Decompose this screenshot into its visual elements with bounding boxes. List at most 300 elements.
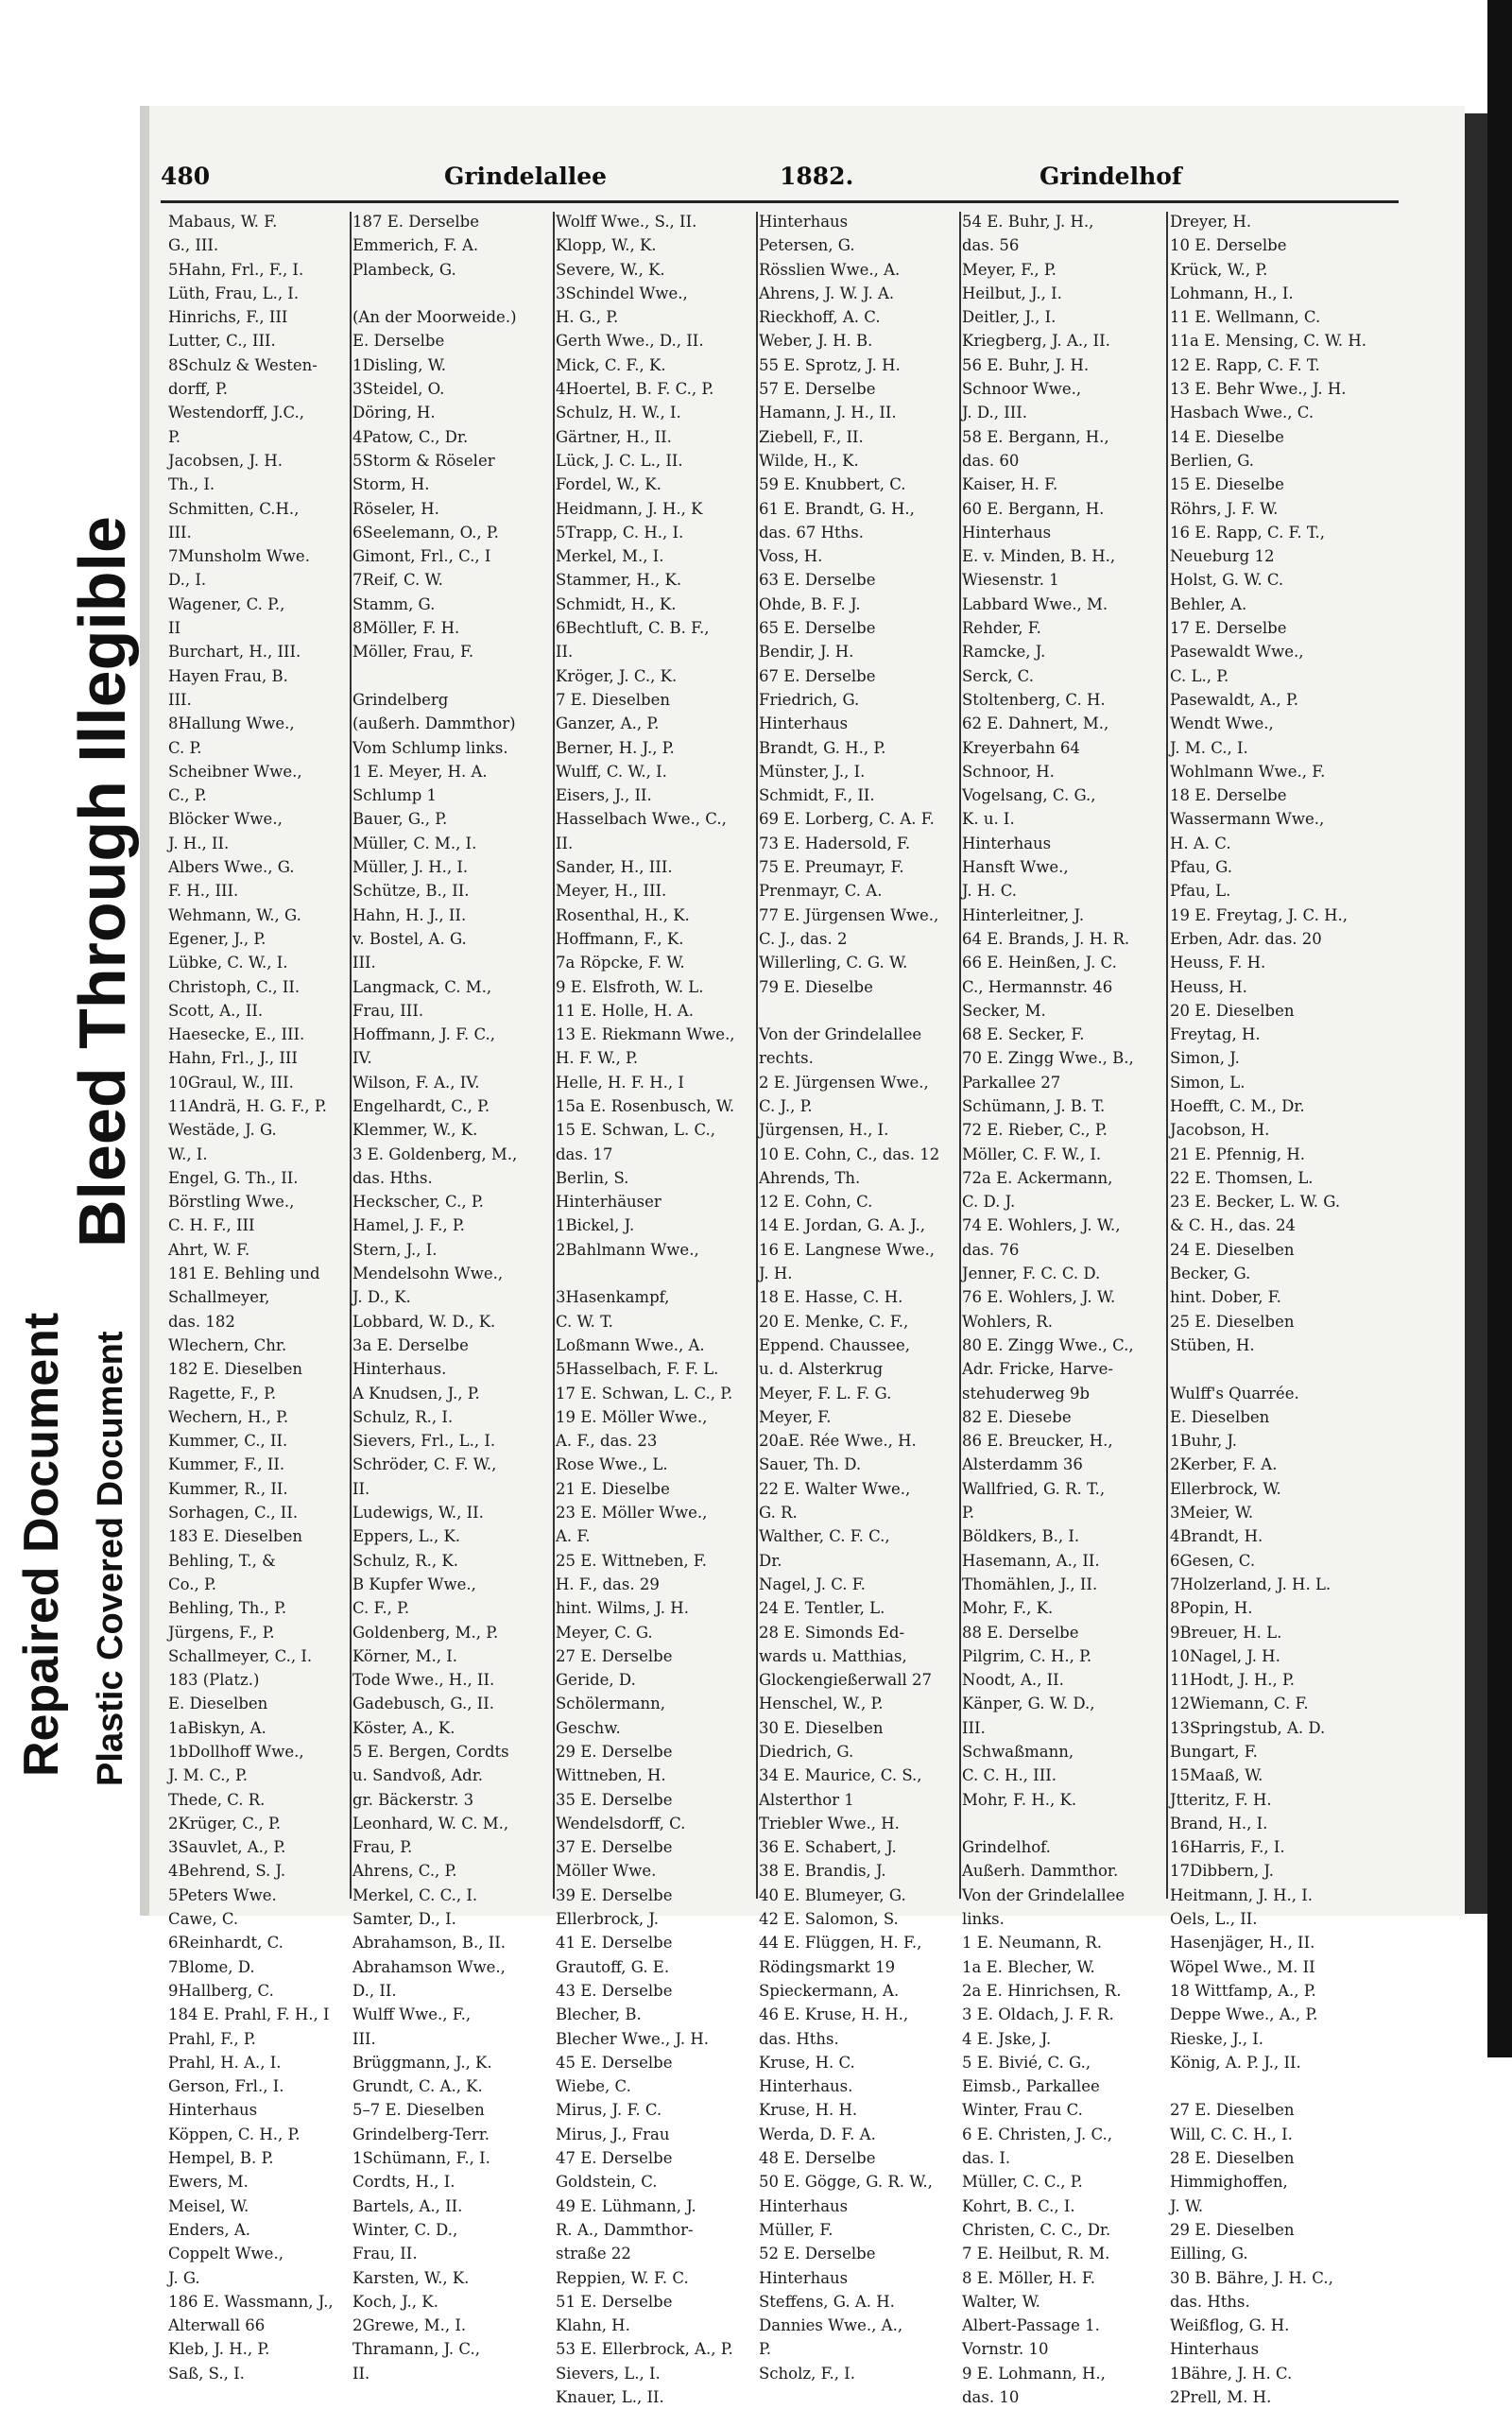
directory-entry: Körner, M., I. (352, 1646, 458, 1665)
directory-entry: Rieske, J., I. (1170, 2029, 1264, 2048)
directory-entry: Hinterhaus. (352, 1360, 447, 1379)
directory-entry: das. 76 (962, 1240, 1020, 1259)
directory-entry: Mohr, F., K. (962, 1599, 1054, 1618)
directory-entry: 18 E. Hasse, C. H. (759, 1288, 903, 1307)
directory-entry: Schulz, H. W., I. (556, 404, 681, 422)
directory-entry: Heilbut, J., I. (962, 284, 1062, 302)
directory-entry: Blecher Wwe., J. H. (556, 2029, 709, 2048)
directory-entry: 1Bähre, J. H. C. (1170, 2364, 1293, 2383)
directory-entry: 49 E. Lühmann, J. (556, 2196, 696, 2215)
directory-entry: Merkel, C. C., I. (352, 1885, 478, 1904)
directory-entry: Von der Grindelallee (962, 1885, 1125, 1904)
directory-entry: 7 E. Dieselben (556, 690, 671, 709)
directory-entry: Bungart, F. (1170, 1743, 1258, 1761)
directory-entry: Möller, Frau, F. (352, 643, 474, 662)
directory-entry: Spieckermann, A. (759, 1981, 900, 2000)
directory-entry: 60 E. Bergann, H. (962, 499, 1105, 518)
directory-entry: 3Meier, W. (1170, 1504, 1254, 1523)
directory-entry: Gerson, Frl., I. (168, 2077, 284, 2096)
directory-entry: 86 E. Breucker, H., (962, 1432, 1113, 1451)
directory-entry: G., III. (168, 236, 219, 255)
directory-entry: II. (352, 2364, 370, 2383)
page-header (161, 163, 1399, 202)
directory-entry: Stern, J., I. (352, 1240, 438, 1259)
directory-entry: Heckscher, C., P. (352, 1193, 484, 1212)
directory-entry: Meyer, H., III. (556, 882, 667, 901)
directory-entry: 1 E. Neumann, R. (962, 1934, 1103, 1953)
directory-entry: Vogelsang, C. G., (962, 786, 1096, 805)
directory-entry: 15a E. Rosenbusch, W. (556, 1096, 735, 1115)
directory-entry: 38 E. Brandis, J. (759, 1862, 886, 1881)
directory-entry: 28 E. Simonds Ed- (759, 1623, 905, 1642)
directory-entry: Meyer, F. L. F. G. (759, 1384, 892, 1402)
directory-entry: Co., P. (168, 1574, 217, 1593)
directory-entry: 46 E. Kruse, H. H., (759, 2005, 909, 2024)
directory-entry: Westäde, J. G. (168, 1121, 277, 1140)
directory-entry: 4Patow, C., Dr. (352, 427, 469, 446)
directory-entry: 21 E. Dieselbe (556, 1479, 670, 1498)
directory-entry: 5 E. Bergen, Cordts (352, 1743, 509, 1761)
directory-entry: Goldstein, C. (556, 2173, 658, 2192)
directory-entry: Wechern, H., P. (168, 1407, 289, 1426)
directory-entry: Mirus, J., Frau (556, 2125, 670, 2143)
directory-entry: Hinterhaus. (759, 2077, 853, 2096)
directory-entry: Frau, P. (352, 1838, 413, 1857)
directory-entry: Wulff, C. W., I. (556, 762, 667, 781)
column-divider (1166, 212, 1168, 1899)
directory-entry: Münster, J., I. (759, 762, 866, 781)
directory-entry: Hamann, J. H., II. (759, 404, 897, 422)
directory-entry: Helle, H. F. H., I (556, 1073, 684, 1092)
directory-entry: Tode Wwe., H., II. (352, 1671, 495, 1690)
directory-entry: Bauer, G., P. (352, 810, 448, 829)
directory-entry: C. D. J. (962, 1193, 1016, 1212)
directory-entry: Prenmayr, C. A. (759, 882, 883, 901)
directory-entry: 8Popin, H. (1170, 1599, 1253, 1618)
directory-entry: 3 E. Goldenberg, M., (352, 1144, 518, 1163)
directory-entry: Walter, W. (962, 2292, 1040, 2311)
directory-entry: das. 17 (556, 1144, 613, 1163)
directory-entry: Karsten, W., K. (352, 2268, 470, 2287)
directory-entry: Kröger, J. C., K. (556, 666, 678, 685)
directory-entry: 2 E. Jürgensen Wwe., (759, 1073, 929, 1092)
directory-entry: Blöcker Wwe., (168, 810, 283, 829)
directory-entry: Simon, J. (1170, 1049, 1240, 1068)
directory-entry: Schütze, B., II. (352, 882, 470, 901)
directory-entry: C. C. H., III. (962, 1766, 1057, 1785)
directory-entry: Samter, D., I. (352, 1910, 456, 1929)
directory-entry: Ellerbrock, J. (556, 1910, 659, 1929)
directory-entry: J. M. C., I. (1170, 738, 1248, 757)
directory-entry: das. 67 Hths. (759, 523, 864, 542)
repaired-document-label: Repaired Document (14, 1312, 69, 1777)
directory-entry: H. G., P. (556, 308, 619, 327)
directory-entry: Meisel, W. (168, 2196, 249, 2215)
directory-entry: C. H. F., III (168, 1216, 255, 1235)
directory-entry: 5Hasselbach, F. F. L. (556, 1360, 719, 1379)
directory-entry: 16 E. Rapp, C. F. T., (1170, 523, 1325, 542)
directory-entry: 45 E. Derselbe (556, 2053, 673, 2072)
directory-entry: Albert-Passage 1. (962, 2316, 1100, 2335)
directory-entry: Pfau, L. (1170, 882, 1231, 901)
directory-entry: 11Andrä, H. G. F., P. (168, 1096, 327, 1115)
directory-entry: Hinterhaus (759, 2196, 849, 2215)
directory-entry: Erben, Adr. das. 20 (1170, 929, 1322, 948)
directory-entry: Schulz, R., K. (352, 1551, 458, 1570)
column-divider (553, 212, 555, 1899)
directory-entry: 18 Wittfamp, A., P. (1170, 1981, 1316, 2000)
directory-entry: 24 E. Dieselben (1170, 1240, 1295, 1259)
directory-entry: Frau, III. (352, 1001, 424, 1020)
directory-entry: 9Breuer, H. L. (1170, 1623, 1282, 1642)
directory-entry: das. 56 (962, 236, 1020, 255)
directory-entry: Möller, C. F. W., I. (962, 1144, 1102, 1163)
directory-entry: H. F. W., P. (556, 1049, 639, 1068)
directory-entry: das. Hths. (759, 2029, 839, 2048)
directory-entry: Ellerbrock, W. (1170, 1479, 1281, 1498)
directory-entry: 20 E. Dieselben (1170, 1001, 1295, 1020)
directory-entry: das. 10 (962, 2388, 1020, 2407)
directory-entry: E. v. Minden, B. H., (962, 547, 1116, 566)
directory-entry: 47 E. Derselbe (556, 2149, 673, 2168)
directory-entry: Ramcke, J. (962, 643, 1046, 662)
directory-entry: Stamm, G. (352, 594, 436, 613)
scan-edge-strip (1487, 0, 1512, 2057)
directory-entry: 69 E. Lorberg, C. A. F. (759, 810, 935, 829)
directory-entry: Lohmann, H., I. (1170, 284, 1294, 302)
directory-entry: Berlin, S. (556, 1168, 629, 1187)
directory-entry: Röhrs, J. F. W. (1170, 499, 1279, 518)
directory-entry: Kaiser, H. F. (962, 475, 1058, 494)
directory-entry: Börstling Wwe., (168, 1193, 295, 1212)
directory-entry: 12 E. Rapp, C. F. T. (1170, 355, 1320, 374)
directory-entry: Hasemann, A., II. (962, 1551, 1100, 1570)
directory-entry: Werda, D. F. A. (759, 2125, 876, 2143)
directory-entry: Egener, J., P. (168, 929, 266, 948)
directory-entry: 6Bechtluft, C. B. F., (556, 619, 710, 638)
directory-entry: Dreyer, H. (1170, 213, 1252, 231)
directory-entry: Neueburg 12 (1170, 547, 1275, 566)
page-edge-shadow (1463, 113, 1487, 1914)
directory-entry: Weber, J. H. B. (759, 332, 873, 351)
directory-entry: Kummer, R., II. (168, 1479, 288, 1498)
directory-entry (962, 1812, 1156, 1835)
directory-entry: 21 E. Pfennig, H. (1170, 1144, 1305, 1163)
directory-entry: J. G. (168, 2268, 200, 2287)
directory-entry: Grindelberg-Terr. (352, 2125, 490, 2143)
directory-entry: & C. H., das. 24 (1170, 1216, 1296, 1235)
directory-entry: das. I. (962, 2149, 1011, 2168)
directory-entry: Eimsb., Parkallee (962, 2077, 1100, 2096)
directory-entry: Wöpel Wwe., M. II (1170, 1957, 1315, 1976)
directory-entry: Hoffmann, F., K. (556, 929, 684, 948)
directory-entry: III. (352, 2029, 376, 2048)
directory-entry: Voss, H. (759, 547, 823, 566)
directory-entry: Kruse, H. H. (759, 2101, 858, 2120)
directory-entry: Känper, G. W. D., (962, 1695, 1095, 1713)
directory-entry: 12Wiemann, C. F. (1170, 1695, 1309, 1713)
directory-entry: Bartels, A., II. (352, 2196, 463, 2215)
directory-entry: 23 E. Möller Wwe., (556, 1504, 708, 1523)
directory-entry: Ragette, F., P. (168, 1384, 277, 1402)
directory-entry: 39 E. Derselbe (556, 1885, 673, 1904)
directory-entry: Böldkers, B., I. (962, 1527, 1080, 1546)
directory-entry: Himmighoffen, (1170, 2173, 1288, 2192)
directory-entry: 9Hallberg, C. (168, 1981, 274, 2000)
directory-entry: Klahn, H. (556, 2316, 630, 2335)
directory-entry: 22 E. Walter Wwe., (759, 1479, 911, 1498)
directory-entry: 62 E. Dahnert, M., (962, 714, 1109, 733)
directory-entry: Ohde, B. F. J. (759, 594, 861, 613)
directory-entry: 10 E. Cohn, C., das. 12 (759, 1144, 940, 1163)
directory-entry: Eppend. Chaussee, (759, 1335, 911, 1354)
directory-entry: Holst, G. W. C. (1170, 571, 1284, 590)
directory-entry: 182 E. Dieselben (168, 1360, 303, 1379)
directory-entry: Jürgensen, H., I. (759, 1121, 889, 1140)
directory-entry: Pasewaldt, A., P. (1170, 690, 1299, 709)
directory-entry: Hinterhaus (962, 523, 1052, 542)
directory-entry: Wittneben, H. (556, 1766, 666, 1785)
directory-entry: C. L., P. (1170, 666, 1229, 685)
directory-entry: Kriegberg, J. A., II. (962, 332, 1110, 351)
directory-entry: Wiesenstr. 1 (962, 571, 1059, 590)
directory-entry (1170, 1357, 1364, 1381)
directory-entry: Meyer, F., P. (962, 260, 1057, 279)
directory-entry: 10Nagel, J. H. (1170, 1646, 1280, 1665)
directory-entry: 183 (Platz.) (168, 1671, 260, 1690)
directory-entry: 77 E. Jürgensen Wwe., (759, 905, 939, 924)
directory-entry: stehuderweg 9b (962, 1384, 1091, 1402)
directory-entry: 1Bickel, J. (556, 1216, 635, 1235)
directory-entry: D., II. (352, 1981, 397, 2000)
directory-entry: Knauer, L., II. (556, 2388, 664, 2407)
directory-entry: Gärtner, H., II. (556, 427, 672, 446)
directory-entry: C. J., das. 2 (759, 929, 848, 948)
directory-entry: 3Sauvlet, A., P. (168, 1838, 286, 1857)
directory-entry: 72 E. Rieber, C., P. (962, 1121, 1108, 1140)
directory-entry: Scholz, F., I. (759, 2364, 855, 2383)
directory-entry: 22 E. Thomsen, L. (1170, 1168, 1314, 1187)
directory-entry: II (168, 619, 181, 638)
directory-page (140, 106, 1465, 2407)
directory-entry: Ahrt, W. F. (168, 1240, 250, 1259)
directory-entry: 14 E. Dieselbe (1170, 427, 1284, 446)
column-divider (959, 212, 961, 1899)
directory-entry: 74 E. Wohlers, J. W., (962, 1216, 1121, 1235)
directory-entry: hint. Wilms, J. H. (556, 1599, 689, 1618)
directory-entry: Becker, G. (1170, 1265, 1251, 1283)
directory-entry: 27 E. Derselbe (556, 1646, 673, 1665)
directory-entry: 43 E. Derselbe (556, 1981, 673, 2000)
directory-entry: Grindelberg (352, 690, 449, 709)
directory-entry: Wlechern, Chr. (168, 1335, 287, 1354)
directory-entry: Meyer, C. G. (556, 1623, 653, 1642)
directory-entry: 13Springstub, A. D. (1170, 1718, 1326, 1737)
directory-entry: Hansft Wwe., (962, 858, 1069, 877)
directory-entry: 35 E. Derselbe (556, 1790, 673, 1809)
directory-entry: Dannies Wwe., A., (759, 2316, 903, 2335)
directory-entry: Eilling, G. (1170, 2245, 1248, 2263)
directory-entry: Mohr, F. H., K. (962, 1790, 1077, 1809)
directory-entry (1170, 2074, 1364, 2098)
directory-entry: das. 182 (168, 1312, 235, 1331)
directory-entry: 4Behrend, S. J. (168, 1862, 286, 1881)
directory-entry: J. D., III. (962, 404, 1027, 422)
column-5 (962, 210, 1156, 2407)
directory-entry: Hempel, B. P. (168, 2149, 274, 2168)
directory-entry: rechts. (759, 1049, 814, 1068)
directory-entry: 16 E. Langnese Wwe., (759, 1240, 935, 1259)
directory-entry: Wendt Wwe., (1170, 714, 1274, 733)
directory-entry: 24 E. Tentler, L. (759, 1599, 885, 1618)
directory-entry: 1aBiskyn, A. (168, 1718, 266, 1737)
directory-entry: Stüben, H. (1170, 1335, 1255, 1354)
directory-entry: 51 E. Derselbe (556, 2292, 673, 2311)
directory-entry: Sauer, Th. D. (759, 1455, 862, 1474)
directory-entry: 67 E. Derselbe (759, 666, 876, 685)
directory-entry: Rieckhoff, A. C. (759, 308, 881, 327)
directory-entry: Burchart, H., III. (168, 643, 301, 662)
directory-entry: E. Dieselben (1170, 1407, 1270, 1426)
directory-entry (352, 282, 546, 305)
directory-entry: 19 E. Möller Wwe., (556, 1407, 708, 1426)
directory-entry: Pfau, G. (1170, 858, 1232, 877)
directory-entry: 1bDollhoff Wwe., (168, 1743, 304, 1761)
directory-entry: 41 E. Derselbe (556, 1934, 673, 1953)
directory-entry: 10Graul, W., III. (168, 1073, 294, 1092)
directory-entry: (außerh. Dammthor) (352, 714, 516, 733)
directory-entry: A. F., das. 23 (556, 1432, 658, 1451)
directory-entry: Hamel, J. F., P. (352, 1216, 465, 1235)
directory-entry: Wassermann Wwe., (1170, 810, 1325, 829)
directory-entry: J. H., II. (168, 834, 230, 852)
right-street-title: Grindelhof (1040, 163, 1182, 190)
directory-entry: Hoffmann, J. F. C., (352, 1025, 495, 1044)
directory-entry: Behling, Th., P. (168, 1599, 287, 1618)
directory-entry: Pilgrim, C. H., P. (962, 1646, 1092, 1665)
directory-entry: Alterwall 66 (168, 2316, 266, 2335)
directory-entry: 11Hodt, J. H., P. (1170, 1671, 1295, 1690)
directory-entry: Schröder, C. F. W., (352, 1455, 497, 1474)
directory-entry: Kummer, F., II. (168, 1455, 285, 1474)
directory-entry: E. Derselbe (352, 332, 445, 351)
directory-entry: 54 E. Buhr, J. H., (962, 213, 1094, 231)
directory-entry: Mendelsohn Wwe., (352, 1265, 504, 1283)
directory-entry: Friedrich, G. (759, 690, 860, 709)
directory-entry: 2a E. Hinrichsen, R. (962, 1981, 1122, 2000)
directory-entry: Lutter, C., III. (168, 332, 276, 351)
directory-entry: Brüggmann, J., K. (352, 2053, 492, 2072)
directory-entry (759, 999, 953, 1023)
directory-entry: Schnoor, H. (962, 762, 1055, 781)
directory-entry: 15 E. Dieselbe (1170, 475, 1284, 494)
directory-entry: Abrahamson, B., II. (352, 1934, 506, 1953)
directory-entry: u. d. Alsterkrug (759, 1360, 884, 1379)
directory-entry: Eisers, J., II. (556, 786, 652, 805)
directory-entry: Heitmann, J. H., I. (1170, 1885, 1313, 1904)
directory-entry: II. (352, 1479, 370, 1498)
directory-entry: (An der Moorweide.) (352, 308, 517, 327)
column-4 (759, 210, 953, 2383)
directory-entry: 2Krüger, C., P. (168, 1814, 282, 1833)
directory-entry: Von der Grindelallee (759, 1025, 922, 1044)
directory-entry: 28 E. Dieselben (1170, 2149, 1295, 2168)
directory-entry: Stoltenberg, C. H. (962, 690, 1106, 709)
directory-entry: Serck, C. (962, 666, 1034, 685)
directory-entry: 75 E. Preumayr, F. (759, 858, 904, 877)
directory-entry: gr. Bäckerstr. 3 (352, 1790, 474, 1809)
directory-entry: 53 E. Ellerbrock, A., P. (556, 2340, 733, 2359)
directory-entry (556, 1262, 749, 1285)
directory-entry: 8Schulz & Westen- (168, 355, 318, 374)
directory-entry: 6Reinhardt, C. (168, 1934, 284, 1953)
directory-entry: III. (168, 523, 192, 542)
directory-entry: 13 E. Riekmann Wwe., (556, 1025, 735, 1044)
directory-entry: 4Brandt, H. (1170, 1527, 1263, 1546)
directory-entry: Willerling, C. G. W. (759, 954, 908, 972)
directory-entry: König, A. P. J., II. (1170, 2053, 1301, 2072)
directory-entry: A Knudsen, J., P. (352, 1384, 480, 1402)
directory-entry: W., I. (168, 1144, 208, 1163)
directory-entry: E. Dieselben (168, 1695, 268, 1713)
directory-entry: 52 E. Derselbe (759, 2245, 876, 2263)
directory-entry: 1a E. Blecher, W. (962, 1957, 1095, 1976)
directory-entry: 181 E. Behling und (168, 1265, 320, 1283)
directory-entry: 13 E. Behr Wwe., J. H. (1170, 380, 1347, 399)
directory-entry: Prahl, F., P. (168, 2029, 256, 2048)
directory-entry: 4Hoertel, B. F. C., P. (556, 380, 714, 399)
directory-entry: 2Kerber, F. A. (1170, 1455, 1278, 1474)
directory-entry: Müller, C. C., P. (962, 2173, 1083, 2192)
directory-entry: Fordel, W., K. (556, 475, 662, 494)
directory-entry: J. H. (759, 1265, 793, 1283)
directory-entry: Bendir, J. H. (759, 643, 854, 662)
directory-entry: Wagener, C. P., (168, 594, 285, 613)
directory-entry: 5Storm & Röseler (352, 451, 495, 470)
directory-entry: Jacobsen, J. H. (168, 451, 283, 470)
directory-entry: C. J., P. (759, 1096, 813, 1115)
directory-entry: 1Disling, W. (352, 355, 447, 374)
directory-entry: Hasenjäger, H., II. (1170, 1934, 1315, 1953)
directory-entry: P. (962, 1504, 975, 1523)
directory-entry: Wulff Wwe., F., (352, 2005, 472, 2024)
directory-entry: Kleb, J. H., P. (168, 2340, 270, 2359)
directory-entry: Heuss, H. (1170, 977, 1247, 996)
directory-entry: 9 E. Lohmann, H., (962, 2364, 1106, 2383)
directory-entry: Secker, M. (962, 1001, 1046, 1020)
directory-entry: J. H. C. (962, 882, 1017, 901)
directory-entry: Berner, H. J., P. (556, 738, 675, 757)
directory-entry: 17 E. Schwan, L. C., P. (556, 1384, 733, 1402)
directory-entry: Coppelt Wwe., (168, 2245, 284, 2263)
directory-entry: Deitler, J., I. (962, 308, 1057, 327)
directory-entry: Hinterhaus (759, 213, 849, 231)
directory-entry: Sievers, Frl., L., I. (352, 1432, 496, 1451)
directory-entry: 1 E. Meyer, H. A. (352, 762, 488, 781)
directory-entry: Döring, H. (352, 404, 436, 422)
directory-entry: 4 E. Jske, J. (962, 2029, 1052, 2048)
directory-entry: 184 E. Prahl, F. H., I (168, 2005, 330, 2024)
directory-entry: 88 E. Derselbe (962, 1623, 1079, 1642)
directory-entry: 64 E. Brands, J. H. R. (962, 929, 1130, 948)
directory-entry: Th., I. (168, 475, 215, 494)
directory-entry: D., I. (168, 571, 207, 590)
directory-entry: Petersen, G. (759, 236, 855, 255)
directory-entry: Möller Wwe. (556, 1862, 657, 1881)
directory-entry: P. (168, 427, 181, 446)
directory-entry: Plambeck, G. (352, 260, 456, 279)
directory-entry: II. (556, 834, 574, 852)
